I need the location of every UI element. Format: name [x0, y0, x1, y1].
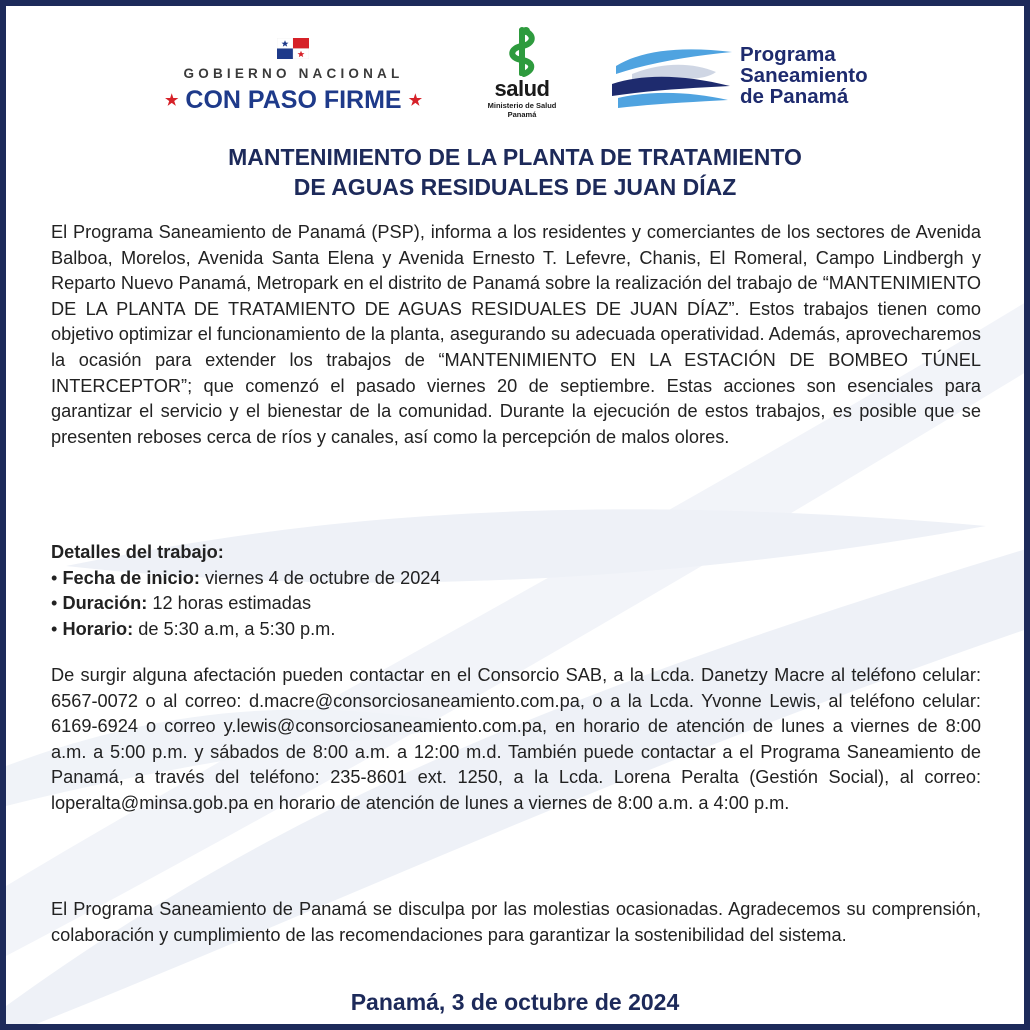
dolphin-wave-icon — [612, 44, 736, 110]
detail-item-schedule — [51, 617, 981, 643]
detail-value: viernes 4 de octubre de 2024 — [199, 567, 441, 588]
panama-line: Panamá — [507, 110, 537, 119]
ministerio-salud-caption — [480, 101, 564, 119]
bullet: • — [51, 618, 58, 639]
psp-line2: Saneamiento — [740, 64, 868, 87]
detail-label: Fecha de inicio: — [62, 567, 200, 588]
star-icon: ★ — [164, 92, 179, 109]
con-paso-firme-label: CON PASO FIRME — [185, 86, 402, 114]
ministerio-salud-logo — [480, 26, 564, 118]
apology-paragraph: El Programa Saneamiento de Panamá se disculpa por las molestias ocasionadas. Agradecemos su comprensión, colaboración y cumplimiento de las recomendaciones para garantizar la sostenibilidad del sistema. — [51, 899, 981, 945]
detail-item-duration — [51, 591, 981, 617]
salud-wordmark: salud — [494, 76, 550, 101]
programa-saneamiento-logo — [612, 40, 912, 116]
title-line2: DE AGUAS RESIDUALES DE JUAN DÍAZ — [293, 174, 737, 200]
con-paso-firme-text — [146, 86, 441, 115]
detail-label: Horario: — [62, 618, 134, 639]
salud-snake-icon — [504, 26, 540, 78]
work-details — [51, 540, 981, 642]
intro-paragraph: El Programa Saneamiento de Panamá (PSP), informa a los residentes y comerciantes de los sectores de Avenida Balboa, Morelos, Avenida Santa Elena y Avenida Ernesto T. Lefevre, Chanis, El Romeral, Campo Lindbergh y Reparto Nuevo Panamá, Metropark en el distrito de Panamá sobre la realización del trabajo de “MANTENIMIENTO DE LA PLANTA DE TRATAMIENTO DE AGUAS RESIDUALES DE JUAN DÍAZ”. Estos trabajos tienen como objetivo optimizar el funcionamiento de la planta, asegurando su adecuada operatividad. Además, aprovecharemos la ocasión para extender los trabajos de “MANTENIMIENTO EN LA ESTACIÓN DE BOMBEO TÚNEL INTERCEPTOR”; que comenzó el pasado viernes 20 de septiembre. Estas acciones son esenciales para garantizar el servicio y el bienestar de la comunidad. Durante la ejecución de estos trabajos, es posible que se presenten reboses cerca de ríos y canales, así como la percepción de malos olores. — [51, 222, 981, 447]
ministerio-salud-line: Ministerio de Salud — [487, 101, 557, 110]
panama-flag-icon — [277, 38, 309, 59]
bullet: • — [51, 567, 58, 588]
title-line1: MANTENIMIENTO DE LA PLANTA DE TRATAMIENTO — [228, 144, 802, 170]
psp-line3: de Panamá — [740, 85, 849, 108]
psp-line1: Programa — [740, 43, 836, 66]
star-icon: ★ — [408, 92, 423, 109]
notice-title — [6, 142, 1024, 202]
gobierno-nacional-text: GOBIERNO NACIONAL — [183, 66, 404, 81]
detail-value: 12 horas estimadas — [147, 593, 312, 614]
detail-value: de 5:30 a.m, a 5:30 p.m. — [133, 618, 336, 639]
psp-wordmark — [740, 44, 868, 107]
detail-item-start-date — [51, 566, 981, 592]
details-heading: Detalles del trabajo: — [51, 542, 224, 562]
place-date-closing: Panamá, 3 de octubre de 2024 — [350, 989, 680, 1015]
detail-label: Duración: — [62, 593, 148, 614]
contact-paragraph: De surgir alguna afectación pueden contactar en el Consorcio SAB, a la Lcda. Danetzy Macre al teléfono celular: 6567-0072 o al correo: d.macre@consorciosaneamiento.com.pa, o a la Lcda. Yvonne Lewis, al teléfono celular: 6169-6924 o correo y.lewis@consorciosaneamiento.com.pa, en horario de atención de lunes a viernes de 8:00 a.m. a 5:00 p.m. y sábados de 8:00 a.m. a 12:00 m.d. También puede contactar a el Programa Saneamiento de Panamá, a través del teléfono: 235-8601 ext. 1250, a la Lcda. Lorena Peralta (Gestión Social), al correo: loperalta@minsa.gob.pa en horario de atención de lunes a viernes de 8:00 a.m. a 4:00 p.m. — [51, 665, 981, 813]
bullet: • — [51, 593, 58, 614]
notice-content — [6, 6, 1024, 1024]
gobierno-nacional-logo — [146, 38, 441, 118]
